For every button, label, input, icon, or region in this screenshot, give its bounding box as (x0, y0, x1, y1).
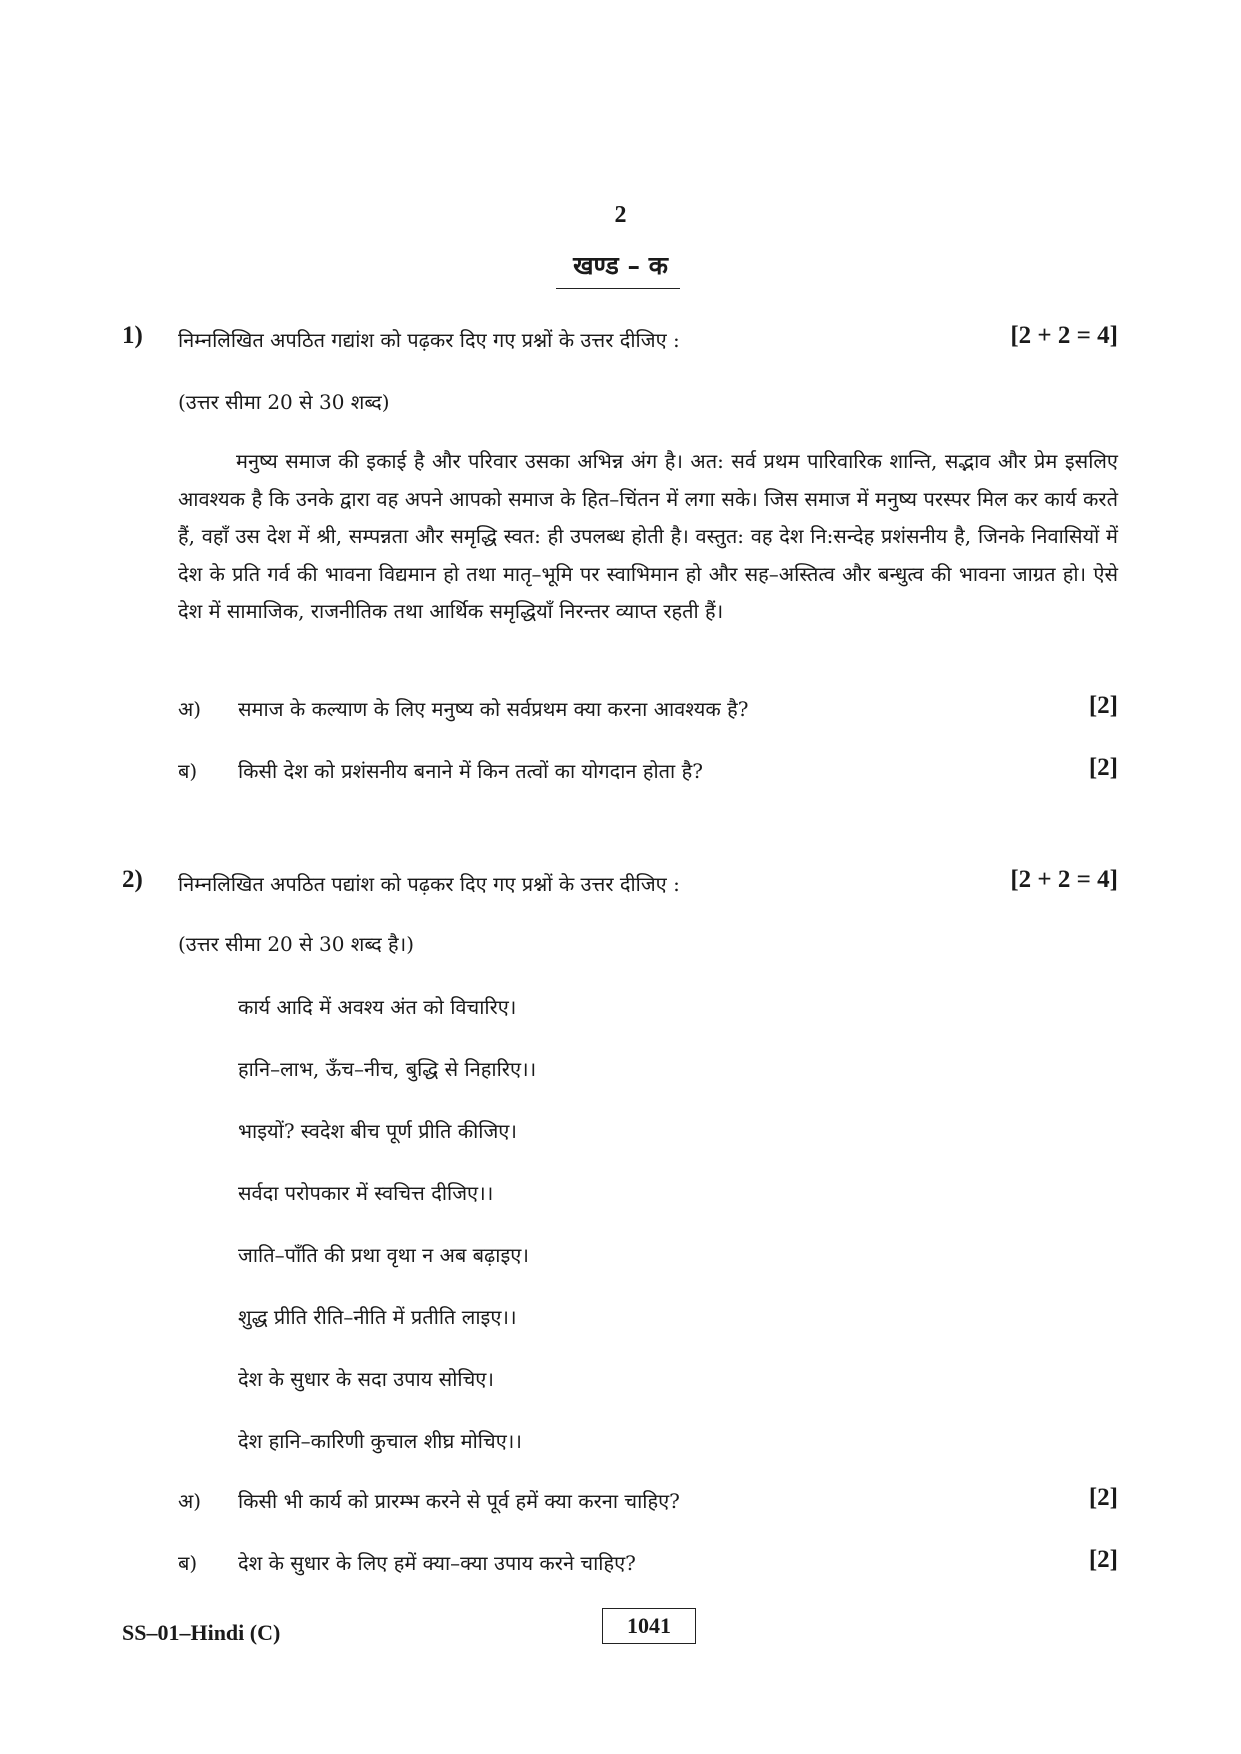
section-title-underline (556, 288, 680, 289)
poem-line: शुद्ध प्रीति रीति–नीति में प्रतीति लाइए।। (238, 1305, 517, 1329)
section-title: खण्ड – क (573, 251, 668, 280)
question-1-instruction: निम्नलिखित अपठित गद्यांश को पढ़कर दिए गए प्रश्नों के उत्तर दीजिए : (178, 328, 680, 352)
poem-line: हानि–लाभ, ऊँच–नीच, बुद्धि से निहारिए।। (238, 1057, 537, 1081)
poem-line: भाइयों? स्वदेश बीच पूर्ण प्रीति कीजिए। (238, 1119, 517, 1143)
question-1-word-limit: (उत्तर सीमा 20 से 30 शब्द) (178, 390, 390, 414)
paper-number-box: 1041 (602, 1608, 696, 1644)
question-2b-text: देश के सुधार के लिए हमें क्या–क्या उपाय करने चाहिए? (238, 1551, 636, 1575)
question-1b-label: ब) (178, 759, 198, 783)
question-2-word-limit: (उत्तर सीमा 20 से 30 शब्द है।) (178, 932, 415, 956)
poem-line: देश के सुधार के सदा उपाय सोचिए। (238, 1367, 494, 1391)
question-2-number: 2) (122, 866, 143, 893)
question-2a-marks: [2] (1088, 1484, 1118, 1511)
question-1b-marks: [2] (1088, 754, 1118, 781)
question-2b-label: ब) (178, 1551, 198, 1575)
question-1b-text: किसी देश को प्रशंसनीय बनाने में किन तत्वों का योगदान होता है? (238, 759, 703, 783)
question-1a-marks: [2] (1088, 692, 1118, 719)
question-1a-label: अ) (178, 697, 202, 721)
question-2-instruction: निम्नलिखित अपठित पद्यांश को पढ़कर दिए गए प्रश्नों के उत्तर दीजिए : (178, 872, 680, 896)
question-1-number: 1) (122, 322, 143, 349)
question-1-marks: [2 + 2 = 4] (1010, 322, 1118, 349)
question-2-marks: [2 + 2 = 4] (1010, 866, 1118, 893)
question-2a-text: किसी भी कार्य को प्रारम्भ करने से पूर्व हमें क्या करना चाहिए? (238, 1489, 680, 1513)
question-1-passage: मनुष्य समाज की इकाई है और परिवार उसका अभिन्न अंग है। अत: सर्व प्रथम पारिवारिक शान्ति, सद्भाव और प्रेम इसलिए आवश्यक है कि उनके द्वारा वह अपने आपको समाज के हित–चिंतन में लगा सके। जिस समाज में मनुष्य परस्पर मिल कर कार्य करते हैं, वहाँ उस देश में श्री, सम्पन्नता और समृद्धि स्वत: ही उपलब्ध होती है। वस्तुत: वह देश नि:सन्देह प्रशंसनीय है, जिनके निवासियों में देश के प्रति गर्व की भावना विद्यमान हो तथा मातृ–भूमि पर स्वाभिमान हो और सह–अस्तित्व और बन्धुत्व की भावना जाग्रत हो। ऐसे देश में सामाजिक, राजनीतिक तथा आर्थिक समृद्धियाँ निरन्तर व्याप्त रहती हैं। (178, 449, 1118, 623)
question-1a-text: समाज के कल्याण के लिए मनुष्य को सर्वप्रथम क्या करना आवश्यक है? (238, 697, 749, 721)
poem-line: कार्य आदि में अवश्य अंत को विचारिए। (238, 995, 517, 1019)
poem-line: देश हानि–कारिणी कुचाल शीघ्र मोचिए।। (238, 1429, 522, 1453)
question-2a-label: अ) (178, 1489, 202, 1513)
paper-code: SS–01–Hindi (C) (122, 1620, 281, 1645)
question-2b-marks: [2] (1088, 1546, 1118, 1573)
poem-line: जाति–पाँति की प्रथा वृथा न अब बढ़ाइए। (238, 1243, 529, 1267)
poem-line: सर्वदा परोपकार में स्वचित्त दीजिए।। (238, 1181, 494, 1205)
page-number: 2 (614, 202, 627, 228)
